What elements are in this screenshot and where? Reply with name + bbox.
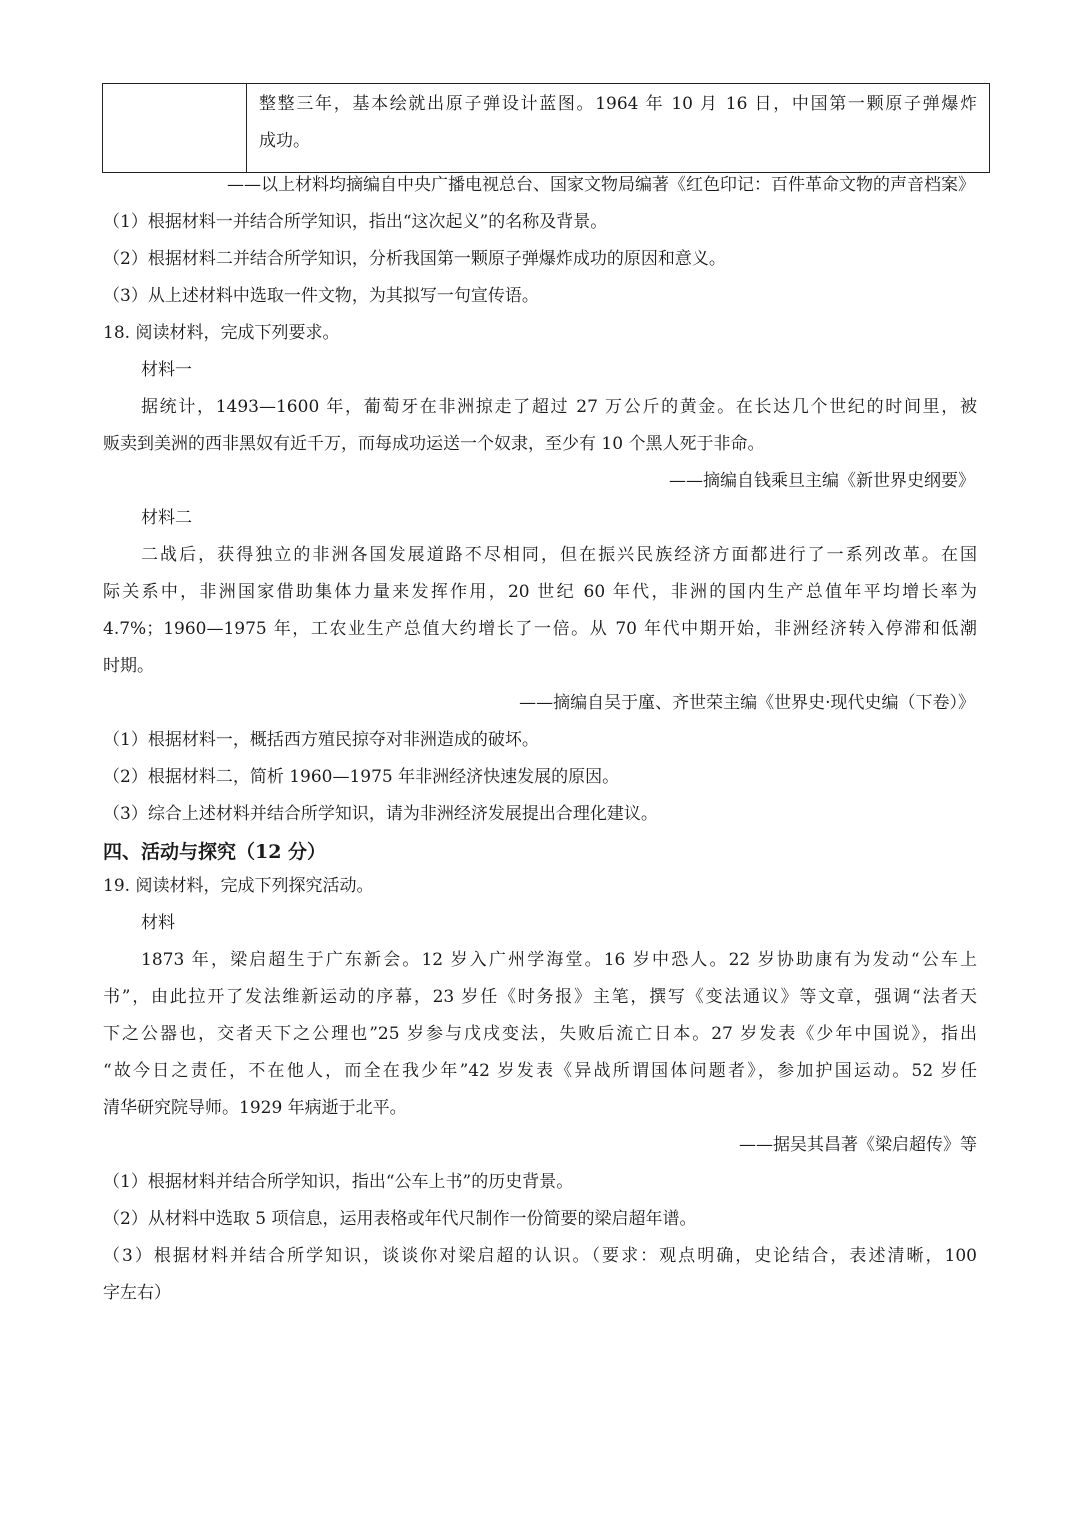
table-left-cell	[103, 84, 247, 173]
q18-material1-label: 材料一	[141, 360, 192, 380]
q19-material-line: 清华研究院导师。1929 年病逝于北平。	[103, 1098, 407, 1118]
table-right-cell	[247, 84, 990, 173]
q19-sub3-cont: 字左右）	[103, 1283, 171, 1303]
q18-material2-line: 4.7%；1960—1975 年，工农业生产总值大约增长了一倍。从 70 年代中期开始，非洲经济转入停滞和低潮	[103, 619, 977, 639]
q17-sub2: （2）根据材料二并结合所学知识，分析我国第一颗原子弹爆炸成功的原因和意义。	[103, 249, 726, 269]
q18-material1-line: 贩卖到美洲的西非黑奴有近千万，而每成功运送一个奴隶，至少有 10 个黑人死于非命。	[103, 434, 765, 454]
q17-sub1: （1）根据材料一并结合所学知识，指出“这次起义”的名称及背景。	[103, 212, 608, 232]
q19-material-line: “故今日之责任，不在他人，而全在我少年”42 岁发表《异战所谓国体问题者》，参加护国运动。52 岁任	[103, 1061, 977, 1081]
q18-material1-source: ——摘编自钱乘旦主编《新世界史纲要》	[669, 471, 975, 491]
q18-sub1: （1）根据材料一，概括西方殖民掠夺对非洲造成的破坏。	[103, 730, 539, 750]
material-table-fragment	[102, 83, 990, 173]
section-heading: 四、活动与探究（12 分）	[103, 841, 327, 863]
table-text-line: 成功。	[259, 131, 310, 151]
q18-sub3: （3）综合上述材料并结合所学知识，请为非洲经济发展提出合理化建议。	[103, 804, 658, 824]
q18-sub2: （2）根据材料二，简析 1960—1975 年非洲经济快速发展的原因。	[103, 767, 620, 787]
q18-material1-line: 据统计，1493—1600 年，葡萄牙在非洲掠走了超过 27 万公斤的黄金。在长达几个世纪的时间里，被	[141, 397, 977, 417]
q19-source: ——据吴其昌著《梁启超传》等	[739, 1135, 977, 1155]
q18-material2-line: 际关系中，非洲国家借助集体力量来发挥作用，20 世纪 60 年代，非洲的国内生产总值年平均增长率为	[103, 582, 977, 602]
q19-stem: 19. 阅读材料，完成下列探究活动。	[103, 876, 374, 896]
q19-sub1: （1）根据材料并结合所学知识，指出“公车上书”的历史背景。	[103, 1172, 574, 1192]
q19-material-label: 材料	[141, 913, 175, 933]
q18-stem: 18. 阅读材料，完成下列要求。	[103, 323, 340, 343]
q19-sub2: （2）从材料中选取 5 项信息，运用表格或年代尺制作一份简要的梁启超年谱。	[103, 1209, 697, 1229]
q19-sub3: （3）根据材料并结合所学知识，谈谈你对梁启超的认识。（要求：观点明确，史论结合，表述清晰，100	[103, 1246, 977, 1266]
q17-source: ——以上材料均摘编自中央广播电视总台、国家文物局编著《红色印记：百件革命文物的声音档案》	[227, 175, 975, 195]
q19-material-line: 书”，由此拉开了发法维新运动的序幕，23 岁任《时务报》主笔，撰写《变法通议》等文章，强调“法者天	[103, 987, 977, 1007]
table-text-line: 整整三年，基本绘就出原子弹设计蓝图。1964 年 10 月 16 日，中国第一颗原子弹爆炸	[259, 94, 977, 114]
q19-material-line: 下之公器也，交者天下之公理也”25 岁参与戊戌变法，失败后流亡日本。27 岁发表《少年中国说》，指出	[103, 1024, 977, 1044]
q18-material2-label: 材料二	[141, 508, 192, 528]
q19-material-line: 1873 年，梁启超生于广东新会。12 岁入广州学海堂。16 岁中恐人。22 岁协助康有为发动“公车上	[141, 950, 977, 970]
q17-sub3: （3）从上述材料中选取一件文物，为其拟写一句宣传语。	[103, 286, 539, 306]
q18-material2-line: 时期。	[103, 656, 154, 676]
q18-material2-source: ——摘编自吴于廑、齐世荣主编《世界史·现代史编（下卷）》	[519, 693, 975, 713]
q18-material2-line: 二战后，获得独立的非洲各国发展道路不尽相同，但在振兴民族经济方面都进行了一系列改革。在国	[141, 545, 977, 565]
